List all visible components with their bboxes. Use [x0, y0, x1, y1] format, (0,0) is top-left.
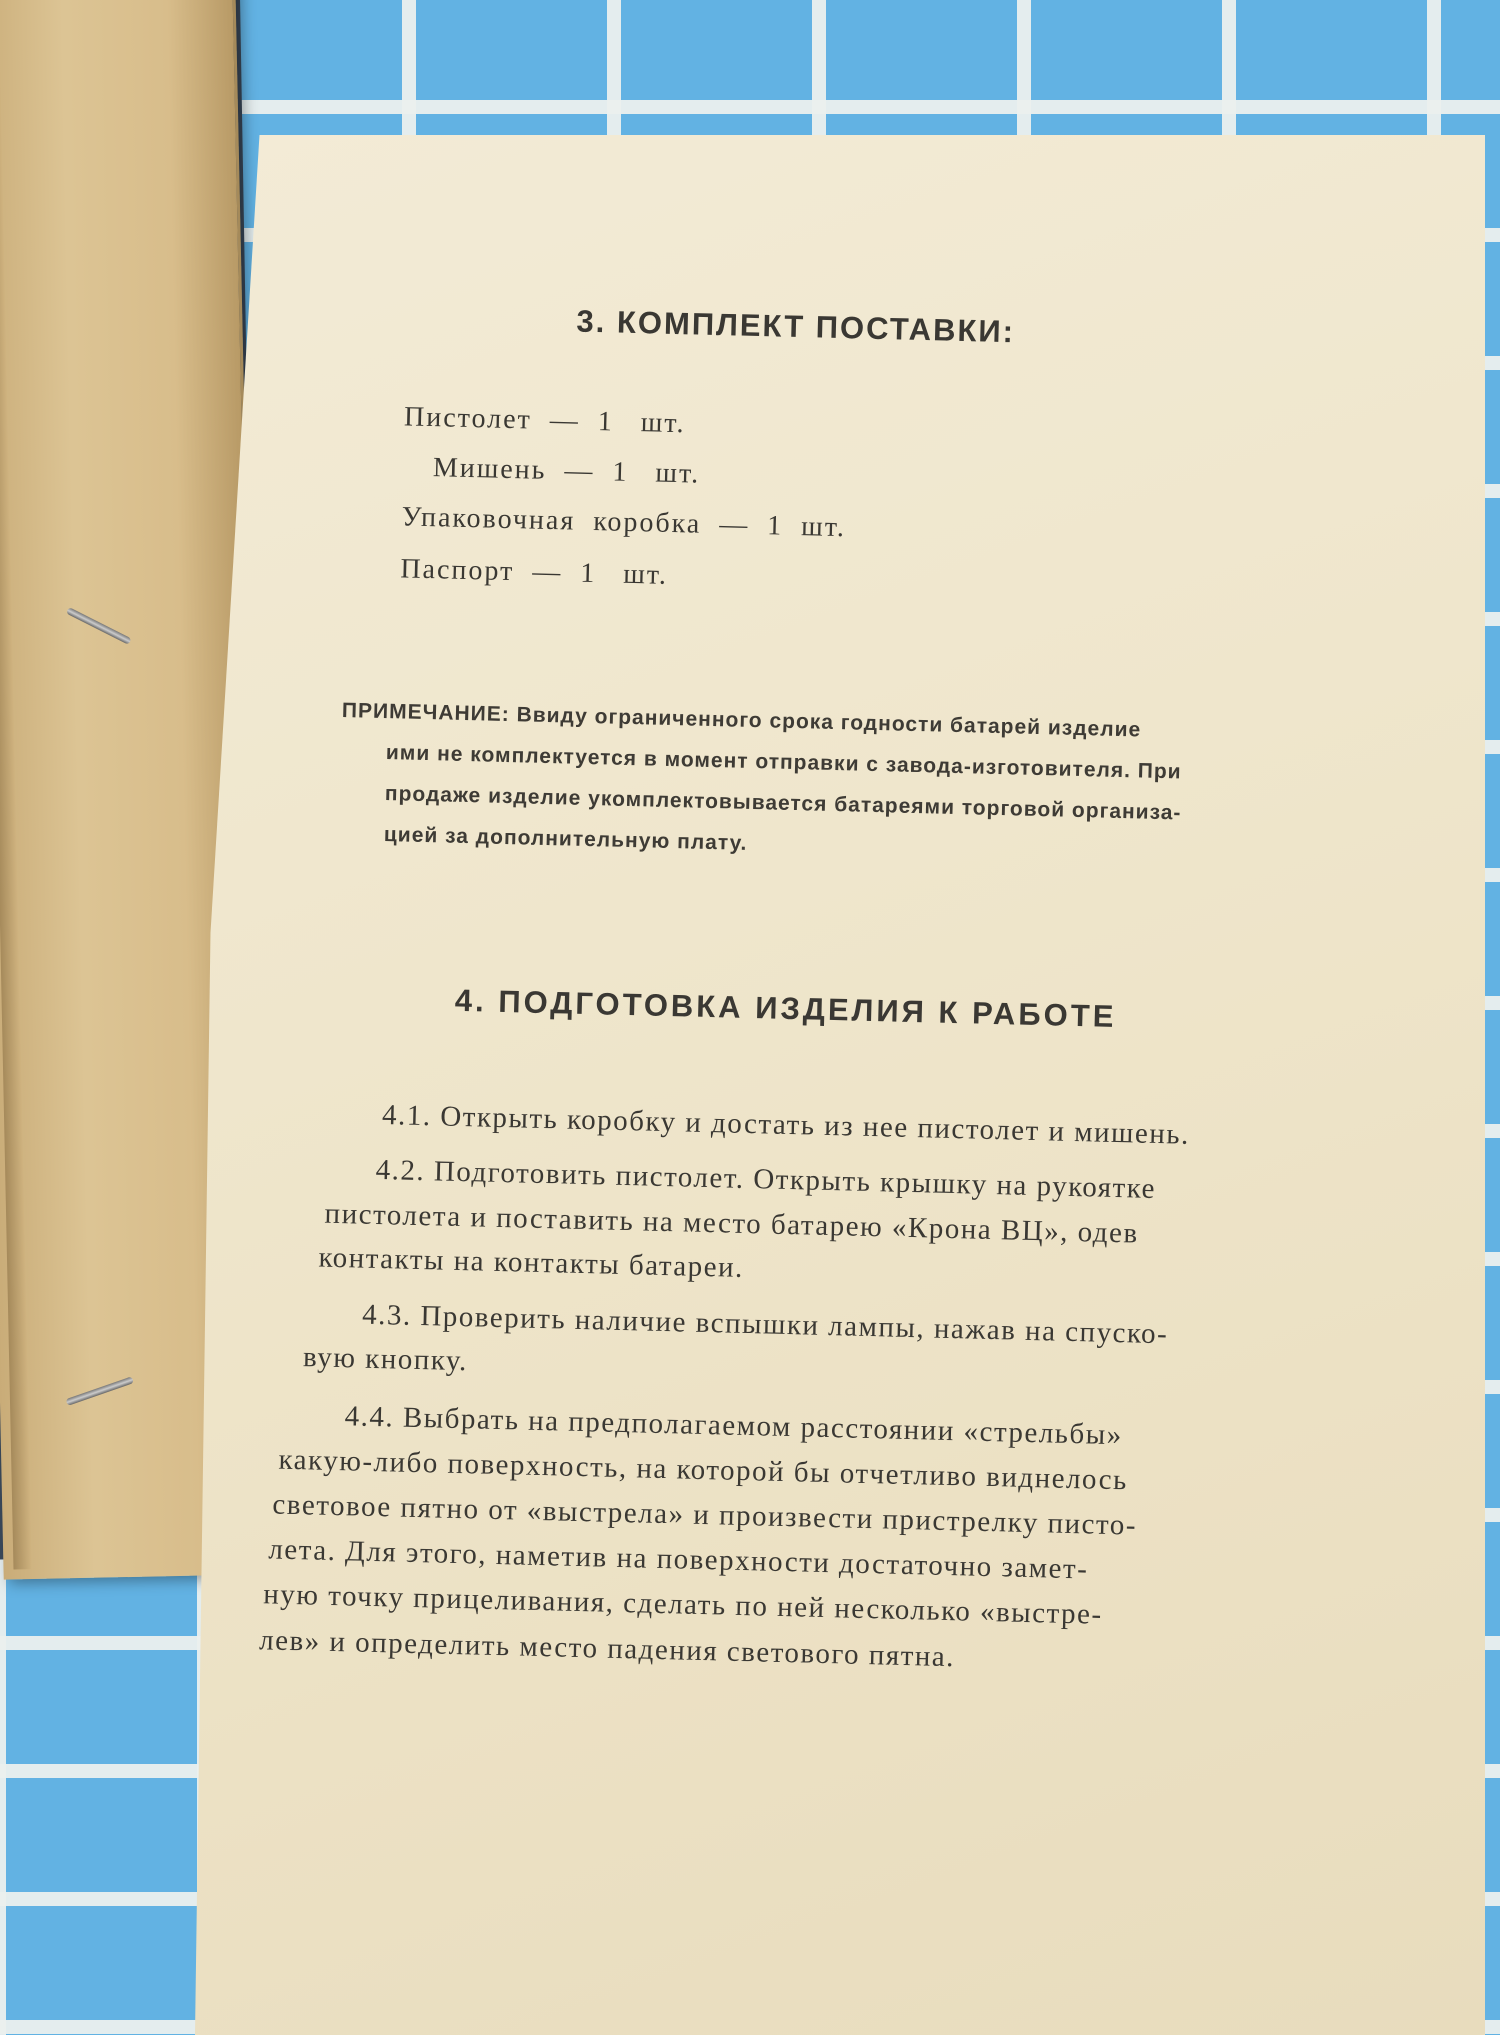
paragraph-line: лев» и определить место падения светового пятна.: [258, 1624, 956, 1674]
paragraph-line: световое пятно от «выстрела» и произвести пристрелку писто-: [272, 1488, 1138, 1542]
note-line: цией за дополнительную плату.: [383, 823, 748, 855]
paragraph-line: 4.4. Выбрать на предполагаемом расстоянии «стрельбы»: [344, 1400, 1124, 1452]
paragraph-line: какую-либо поверхность, на которой бы отчетливо виднелось: [278, 1443, 1129, 1497]
paragraph-line: 4.2. Подготовить пистолет. Открыть крышку на рукоятке: [375, 1153, 1157, 1205]
paragraph-line: 4.1. Открыть коробку и достать из нее пистолет и мишень.: [381, 1099, 1191, 1151]
note-line: продаже изделие укомплектовывается батареями торговой организа-: [384, 782, 1182, 825]
paragraph-line: ную точку прицеливания, сделать по ней несколько «выстре-: [262, 1578, 1104, 1631]
section-4-title: 4. ПОДГОТОВКА ИЗДЕЛИЯ К РАБОТЕ: [454, 982, 1117, 1034]
paragraph-line: лета. Для этого, наметив на поверхности достаточно замет-: [268, 1533, 1089, 1586]
paragraph-line: контакты на контакты батареи.: [318, 1241, 745, 1284]
note-line: ПРИМЕЧАНИЕ: Ввиду ограниченного срока годности батарей изделие: [341, 698, 1142, 742]
paragraph-line: вую кнопку.: [302, 1341, 469, 1378]
section-3-title: 3. КОМПЛЕКТ ПОСТАВКИ:: [576, 303, 1016, 350]
note-line: ими не комплектуется в момент отправки с завода-изготовителя. При: [385, 741, 1182, 784]
list-item: Мишень — 1 шт.: [432, 452, 701, 490]
paragraph-line: 4.3. Проверить наличие вспышки лампы, нажав на спуско-: [361, 1298, 1169, 1351]
paragraph-line: пистолета и поставить на место батарею «Крона ВЦ», одев: [324, 1197, 1140, 1250]
list-item: Паспорт — 1 шт.: [400, 553, 669, 591]
note-block: [341, 690, 1342, 855]
list-item: Упаковочная коробка — 1 шт.: [401, 501, 847, 544]
list-item: Пистолет — 1 шт.: [403, 401, 686, 440]
